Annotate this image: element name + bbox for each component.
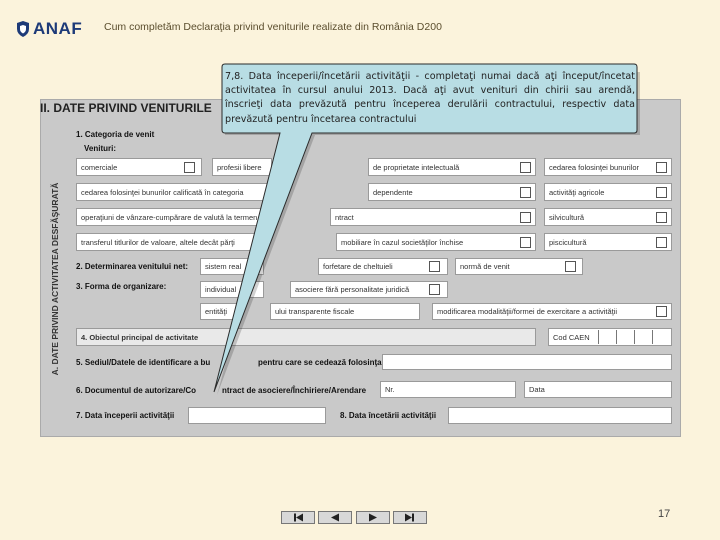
skip-first-icon (290, 513, 306, 522)
q4-label: 4. Obiectul principal de activitate (81, 332, 199, 342)
q6-nr-label: Nr. (385, 385, 395, 394)
q6-label-end: ntract de asociere/Închiriere/Arendare (222, 386, 367, 395)
q2-label: 2. Determinarea venitului net: (76, 262, 189, 271)
income-label: Venituri: (84, 144, 117, 153)
nav-prev-button[interactable] (318, 511, 352, 524)
income-option-titluri: transferul titlurilor de valoare, altele decât părţi (76, 233, 266, 251)
income-option-proprietate: de proprietate intelectuală (368, 158, 536, 176)
page-title: Cum completăm Declaraţia privind veniturile realizate din România D200 (104, 21, 442, 33)
q5-label-end: pentru care se cedează folosinţa (258, 358, 382, 367)
q1-label: 1. Categoria de venit (76, 130, 155, 139)
q6-data-label: Data (529, 385, 545, 394)
prev-icon (327, 513, 343, 522)
q6-label: 6. Documentul de autorizare/Co (76, 386, 197, 395)
q2-option-norma: normă de venit (455, 258, 583, 275)
next-icon (365, 513, 381, 522)
income-option-dependente: dependente (368, 183, 536, 201)
q8-label: 8. Data încetării activităţii (340, 411, 437, 420)
q2-option-sistem-real: sistem real (200, 258, 264, 275)
q3-option-modificarea: modificarea modalităţii/formei de exercitare a activităţii (432, 303, 672, 320)
income-option-valuta: operaţiuni de vânzare-cumpărare de valută la termen (76, 208, 266, 226)
q3-option-asociere: asociere fără personalitate juridică (290, 281, 448, 298)
income-option-profesii: profesii libere (212, 158, 272, 176)
income-option-agricole: activităţi agricole (544, 183, 672, 201)
section-title-text: II. DATE PRIVIND VENITURILE (40, 101, 212, 115)
income-option-mobiliare: mobiliare în cazul societăţilor închise (336, 233, 536, 251)
nav-last-button[interactable] (393, 511, 427, 524)
nav-first-button[interactable] (281, 511, 315, 524)
nav-next-button[interactable] (356, 511, 390, 524)
q3-label: 3. Forma de organizare: (76, 282, 167, 291)
income-option-cedarea-calificata: cedarea folosinţei bunurilor calificată în categoria (76, 183, 268, 201)
caen-label: Cod CAEN (553, 332, 590, 342)
skip-last-icon (402, 513, 418, 522)
income-option-cedarea: cedarea folosinţei bunurilor (544, 158, 672, 176)
side-label-text: A. DATE PRIVIND ACTIVITATEA DESFĂŞURATĂ (50, 182, 60, 376)
q7-label: 7. Data începerii activităţii (76, 411, 175, 420)
q3-option-individual: individual (200, 281, 264, 298)
income-option-silvicultura: silvicultură (544, 208, 672, 226)
q5-label: 5. Sediul/Datele de identificare a bu (76, 358, 211, 367)
callout-text: 7,8. Data începerii/încetării activităţii - completaţi numai dacă aţi început/încetat activitatea în cursul anului 2013. Dacă aţi avut venituri din chirii sau arendă, înscrieţi data prevăzută pentru începerea derulării contractului, respectiv data prevăzută pentru încetarea contractului (225, 71, 635, 125)
income-option-piscicultura: piscicultură (544, 233, 672, 251)
income-option-comerciale: comerciale (76, 158, 202, 176)
page-number: 17 (658, 508, 671, 520)
logo-text: ANAF (33, 19, 83, 38)
q2-option-forfetare: forfetare de cheltuieli (318, 258, 448, 275)
income-option-contract: ntract (330, 208, 536, 226)
q3-option-entitati: entităţi (200, 303, 240, 320)
q3-option-transparente: ului transparente fiscale (270, 303, 420, 320)
